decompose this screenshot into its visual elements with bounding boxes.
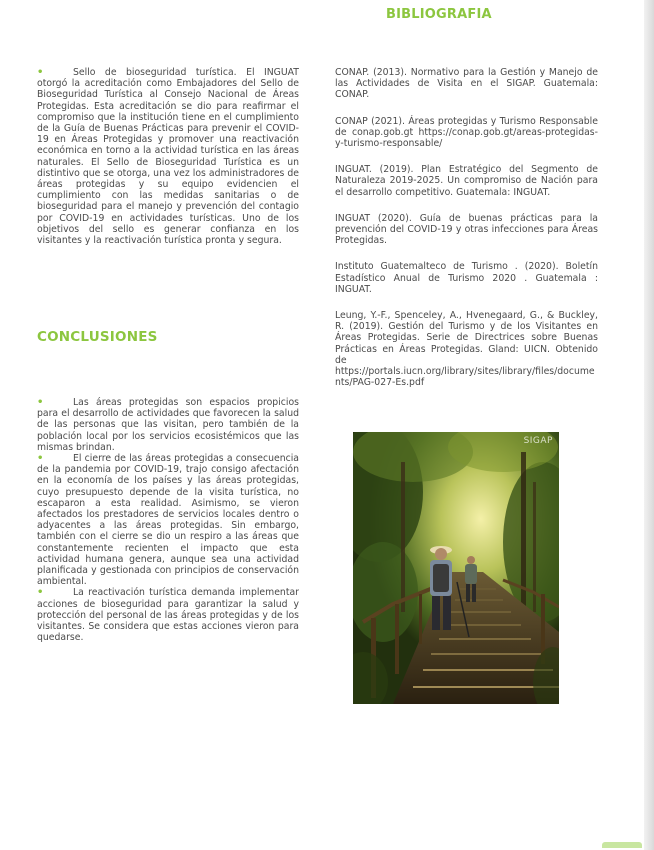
page-edge-shadow [644, 0, 654, 850]
bibliografia-heading: BIBLIOGRAFIA [386, 7, 492, 22]
references-list [335, 67, 598, 403]
bullet-icon: • [37, 397, 44, 408]
trail-photo [353, 432, 559, 704]
reference-item: Instituto Guatemalteco de Turismo . (2020). Boletín Estadístico Anual de Turismo 2020 . Guatemala : INGUAT. [335, 261, 598, 295]
bullet-icon: • [37, 587, 44, 599]
reference-item[interactable]: Leung, Y.-F., Spenceley, A., Hvenegaard, G., & Buckley, R. (2019). Gestión del Turismo y de los Visitantes en Áreas Protegidas. Serie de Directrices sobre Buenas Prácticas en Áreas Protegidas. Gland: UICN. Obtenido de https://portals.iucn.org/library/sites/library/files/documents/PAG-027-Es.pdf [335, 310, 598, 389]
reference-item: CONAP. (2013). Normativo para la Gestión y Manejo de las Actividades de Visita en el SIGAP. Guatemala: CONAP. [335, 67, 598, 101]
reference-item: INGUAT. (2019). Plan Estratégico del Segmento de Naturaleza 2019-2025. Un compromiso de Nación para el desarrollo competitivo. Guatemala: INGUAT. [335, 164, 598, 198]
reference-item[interactable]: CONAP (2021). Áreas protegidas y Turismo Responsable de conap.gob.gt https://conap.gob.gt/areas-protegidas-y-turismo-responsable/ [335, 115, 598, 150]
bullet-icon: • [37, 453, 44, 465]
sello-text: Sello de bioseguridad turística. El INGUAT otorgó la acreditación como Embajadores del Sello de Bioseguridad Turística al Consejo Nacional de Áreas Protegidas. Esta acreditación se dio para reafirmar el compromiso que la institución tiene en el cumplimiento de la Guía de Buenas Prácticas para prevenir el COVID-19 en Áreas Protegidas y promover una reactivación económica en torno a la actividad turística en las áreas naturales. El Sello de Bioseguridad Turística es un distintivo que se otorga, una vez los administradores de áreas protegidas y su equipo evidencien el cumplimiento con las medidas sanitarias o de bioseguridad para el manejo y prevención del contagio por COVID-19 en actividades turísticas. Uno de los objetivos del sello es generar confianza en los visitantes y la reactivación turística pronta y segura. [37, 67, 299, 247]
list-item [37, 453, 299, 587]
list-item [37, 397, 299, 453]
bullet-icon: • [37, 67, 44, 78]
conclusion-text: La reactivación turística demanda implementar acciones de bioseguridad para garantizar la salud y protección del personal de las áreas protegidas y de los visitantes. Se considera que estas acciones vieron para quedarse. [37, 587, 299, 644]
page-corner-decoration [602, 842, 642, 848]
conclusiones-heading: CONCLUSIONES [37, 329, 158, 345]
conclusions-list [37, 397, 299, 643]
conclusion-text: Las áreas protegidas son espacios propicios para el desarrollo de actividades que favorecen la salud de las personas que las visitan, pero también de la población local por los servicios ecosistémicos que las mismas brindan. [37, 397, 299, 453]
list-item [37, 587, 299, 643]
photo-watermark: SIGAP [523, 436, 553, 446]
reference-item: INGUAT (2020). Guía de buenas prácticas para la prevención del COVID-19 y otras infecciones para Áreas Protegidas. [335, 212, 598, 247]
forest-stairs-image [353, 432, 559, 704]
conclusion-text: El cierre de las áreas protegidas a consecuencia de la pandemia por COVID-19, trajo consigo afectación en la economía de los países y las áreas protegidas, cuyo presupuesto depende de la visita turística, no escaparon a esta realidad. Asimismo, se vieron afectados los prestadores de servicios locales dentro o adyacentes a las áreas protegidas. Sin embargo, también con el cierre se dio un respiro a las áreas que constantemente recienten el impacto que esta actividad humana genera, aunque sea una actividad planificada y gestionada con principios de conservación ambiental. [37, 453, 299, 588]
sello-paragraph [37, 67, 299, 246]
